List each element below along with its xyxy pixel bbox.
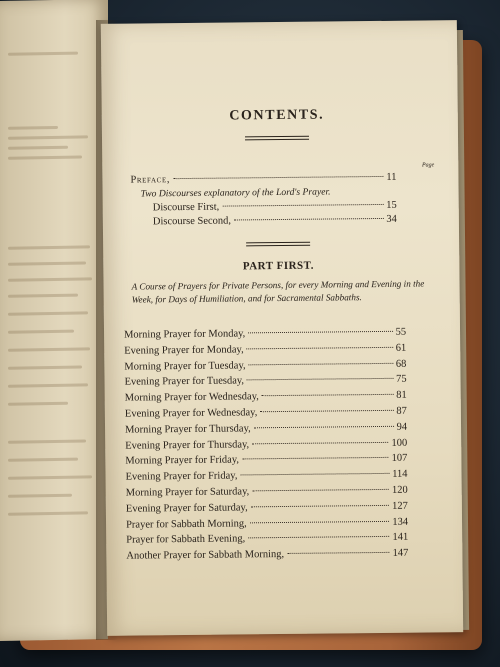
part-first-heading: PART FIRST. (242, 259, 314, 273)
toc-page: 75 (395, 374, 407, 386)
contents-page (101, 20, 463, 636)
toc-row-prayer (125, 390, 407, 404)
leader-dots (251, 505, 389, 507)
toc-label: Evening Prayer for Monday, (124, 344, 244, 357)
leader-dots (252, 441, 388, 443)
toc-label: Evening Prayer for Tuesday, (124, 375, 245, 389)
leader-dots (173, 176, 383, 179)
toc-label: Morning Prayer for Tuesday, (124, 359, 246, 373)
leader-dots (262, 394, 393, 396)
leader-dots (242, 457, 389, 460)
toc-page: 87 (396, 405, 407, 417)
toc-label: Morning Prayer for Saturday, (125, 486, 250, 499)
page-column-heading: Page (421, 162, 435, 169)
toc-row-prayer (126, 500, 408, 514)
leader-dots (260, 410, 393, 412)
toc-row-prayer (124, 358, 406, 372)
toc-row-prayer (124, 327, 406, 341)
toc-label: Morning Prayer for Monday, (124, 328, 246, 341)
leader-dots (248, 331, 392, 334)
part-first-description: A Course of Prayers for Private Persons, for every Morning and Evening in the Week, for Days of Humiliation, and for Sacramental Sabbaths. (131, 278, 425, 305)
leader-dots (252, 489, 389, 491)
toc-label: Discourse First, (152, 201, 220, 214)
toc-page: 68 (395, 358, 407, 370)
toc-label: Prayer for Sabbath Morning, (125, 517, 247, 531)
toc-page: 107 (391, 453, 408, 465)
leader-dots (247, 347, 393, 350)
toc-row-prayer (125, 406, 407, 420)
toc-page: 61 (395, 342, 407, 354)
toc-page: 81 (396, 389, 407, 401)
page-title: CONTENTS. (229, 107, 325, 124)
toc-row-prayer (126, 548, 408, 562)
leader-dots (240, 473, 389, 476)
discourses-intro: Two Discourses explanatory of the Lord's Prayer. (140, 186, 331, 200)
toc-label: Morning Prayer for Thursday, (125, 423, 251, 436)
toc-row-prayer (126, 532, 408, 546)
toc-row-prayer (126, 485, 408, 499)
toc-label: Another Prayer for Sabbath Morning, (126, 549, 285, 562)
leader-dots (254, 426, 394, 428)
toc-page: 55 (395, 326, 407, 338)
toc-row-discourse-first (153, 200, 397, 214)
toc-page: 11 (386, 171, 397, 183)
title-rule (245, 136, 309, 141)
leader-dots (250, 520, 390, 522)
toc-page: 94 (396, 421, 408, 433)
contents-text-block (115, 20, 443, 635)
toc-row-prayer (125, 453, 407, 467)
toc-row-prayer (124, 342, 406, 356)
leader-dots (287, 552, 389, 554)
toc-label: Preface, (130, 174, 171, 186)
toc-row-prayer (125, 374, 407, 388)
toc-label: Discourse Second, (152, 215, 232, 228)
toc-label: Prayer for Sabbath Evening, (126, 533, 246, 547)
toc-label: Morning Prayer for Wednesday, (124, 391, 259, 404)
toc-label: Evening Prayer for Wednesday, (124, 407, 258, 420)
toc-row-discourse-second (153, 214, 397, 228)
toc-page: 141 (392, 532, 409, 544)
toc-row-preface (130, 172, 396, 186)
leader-dots (249, 362, 393, 365)
toc-page: 114 (392, 468, 408, 481)
leader-dots (222, 204, 383, 207)
toc-page: 147 (392, 547, 409, 560)
left-facing-page (0, 0, 108, 641)
toc-page: 100 (391, 437, 408, 449)
toc-label: Evening Prayer for Saturday, (125, 502, 248, 515)
toc-page: 34 (386, 213, 397, 225)
toc-label: Morning Prayer for Friday, (125, 454, 240, 468)
toc-page: 134 (392, 516, 409, 528)
toc-page: 120 (391, 484, 408, 496)
leader-dots (234, 218, 383, 221)
toc-page: 127 (392, 500, 408, 512)
leader-dots (247, 378, 393, 381)
toc-row-prayer (125, 421, 407, 435)
section-rule (246, 242, 310, 247)
toc-label: Evening Prayer for Friday, (125, 470, 238, 483)
toc-label: Evening Prayer for Thursday, (125, 438, 250, 452)
toc-row-prayer (126, 516, 408, 530)
leader-dots (248, 536, 389, 538)
toc-row-prayer (125, 437, 407, 451)
toc-row-prayer (125, 469, 407, 483)
toc-page: 15 (386, 199, 397, 211)
